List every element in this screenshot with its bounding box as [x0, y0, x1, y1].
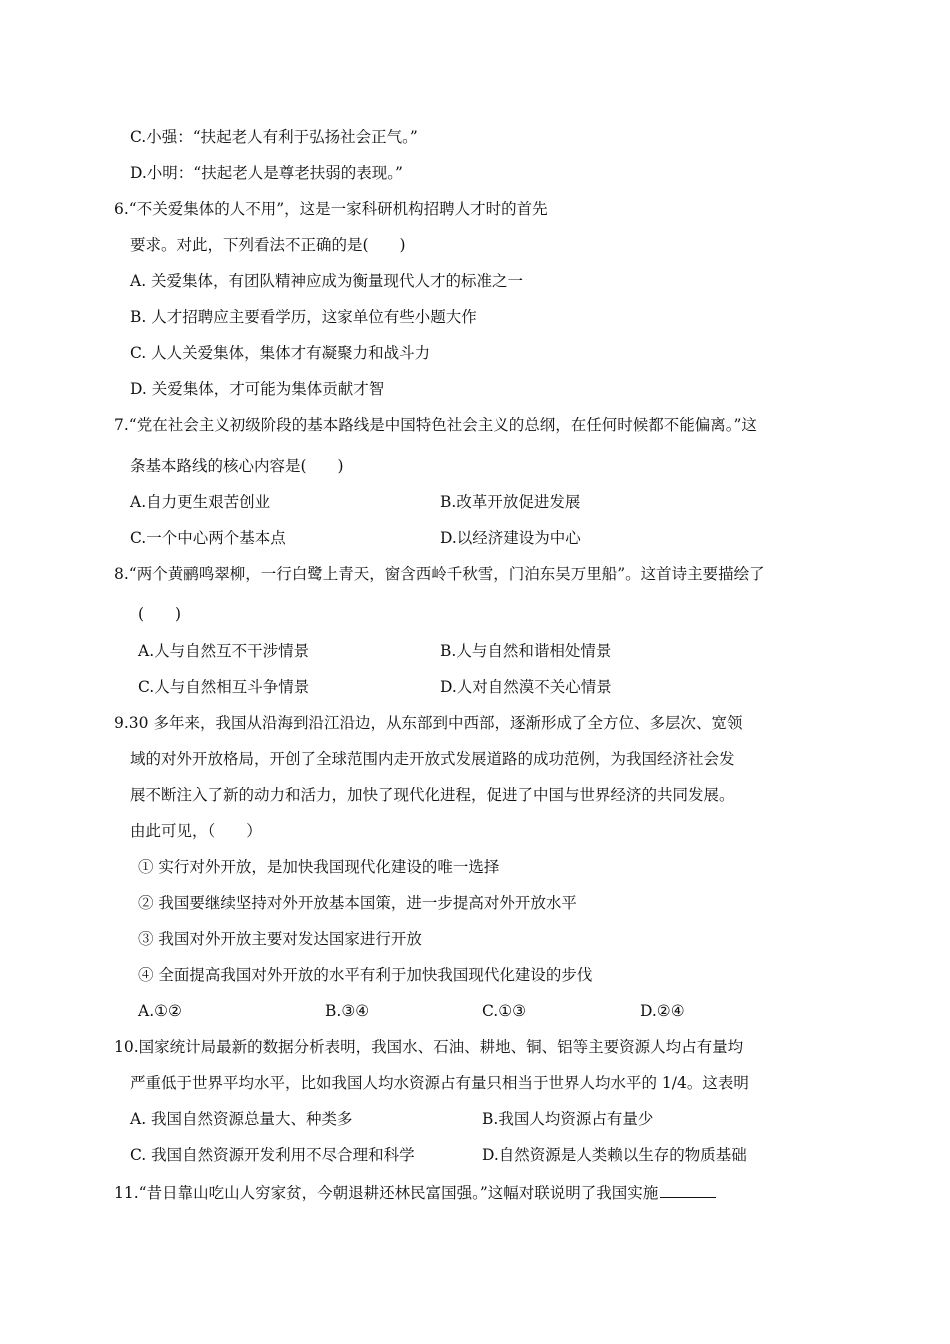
q7-option-d: D.以经济建设为中心 — [440, 529, 581, 547]
q5-option-c: C.小强：“扶起老人有利于弘扬社会正气。” — [130, 128, 418, 146]
q10-stem-line-2: 严重低于世界平均水平，比如我国人均水资源占有量只相当于世界人均水平的 1/4。这表明 — [130, 1074, 749, 1092]
q11-stem-line-1 — [114, 1181, 716, 1203]
q9-item-4: ④ 全面提高我国对外开放的水平有利于加快我国现代化建设的步伐 — [138, 966, 593, 984]
q9-item-3: ③ 我国对外开放主要对发达国家进行开放 — [138, 930, 422, 948]
q6-stem-line-2: 要求。对此，下列看法不正确的是( ) — [130, 236, 406, 254]
q10-stem-line-1: 10.国家统计局最新的数据分析表明，我国水、石油、耕地、铜、铝等主要资源人均占有量均 — [114, 1038, 744, 1056]
q9-stem-line-3: 展不断注入了新的动力和活力，加快了现代化进程，促进了中国与世界经济的共同发展。 — [130, 786, 735, 804]
q8-stem-line-1: 8.“两个黄鹂鸣翠柳，一行白鹭上青天，窗含西岭千秋雪，门泊东吴万里船”。这首诗主要描绘了 — [114, 565, 765, 583]
q9-item-1: ① 实行对外开放，是加快我国现代化建设的唯一选择 — [138, 858, 500, 876]
q11-stem-text: 11.“昔日靠山吃山人穷家贫，今朝退耕还林民富国强。”这幅对联说明了我国实施 — [114, 1184, 659, 1202]
q10-option-c: C. 我国自然资源开发利用不尽合理和科学 — [130, 1146, 415, 1164]
q9-option-a: A.①② — [138, 1002, 182, 1020]
q9-stem-line-2: 域的对外开放格局，开创了全球范围内走开放式发展道路的成功范例，为我国经济社会发 — [130, 750, 735, 768]
q11-answer-blank[interactable] — [660, 1181, 716, 1198]
q8-option-a: A.人与自然互不干涉情景 — [138, 642, 310, 660]
q6-option-c: C. 人人关爱集体，集体才有凝聚力和战斗力 — [130, 344, 431, 362]
q9-option-c: C.①③ — [482, 1002, 527, 1020]
q9-stem-line-4: 由此可见，（ ） — [130, 822, 262, 840]
q8-option-b: B.人与自然和谐相处情景 — [440, 642, 612, 660]
q8-option-d: D.人对自然漠不关心情景 — [440, 678, 612, 696]
q10-option-a: A. 我国自然资源总量大、种类多 — [130, 1110, 353, 1128]
q7-option-b: B.改革开放促进发展 — [440, 493, 581, 511]
q6-option-b: B. 人才招聘应主要看学历，这家单位有些小题大作 — [130, 308, 477, 326]
q6-option-d: D. 关爱集体，才可能为集体贡献才智 — [130, 380, 385, 398]
q6-stem-line-1: 6.“不关爱集体的人不用”，这是一家科研机构招聘人才时的首先 — [114, 200, 548, 218]
q7-stem-line-1: 7.“党在社会主义初级阶段的基本路线是中国特色社会主义的总纲，在任何时候都不能偏离。”这 — [114, 416, 757, 434]
q5-option-d: D.小明：“扶起老人是尊老扶弱的表现。” — [130, 164, 403, 182]
q9-option-d: D.②④ — [640, 1002, 685, 1020]
q7-option-a: A.自力更生艰苦创业 — [130, 493, 271, 511]
q8-option-c: C.人与自然相互斗争情景 — [138, 678, 310, 696]
q9-stem-line-1: 9.30 多年来，我国从沿海到沿江沿边，从东部到中西部，逐渐形成了全方位、多层次、宽领 — [114, 714, 743, 732]
q6-option-a: A. 关爱集体，有团队精神应成为衡量现代人才的标准之一 — [130, 272, 524, 290]
q10-option-d: D.自然资源是人类赖以生存的物质基础 — [482, 1146, 747, 1164]
q7-option-c: C.一个中心两个基本点 — [130, 529, 286, 547]
q8-stem-line-2: ( ) — [138, 605, 182, 623]
q7-stem-line-2: 条基本路线的核心内容是( ) — [130, 457, 344, 475]
q10-option-b: B.我国人均资源占有量少 — [482, 1110, 654, 1128]
q9-option-b: B.③④ — [325, 1002, 370, 1020]
q9-item-2: ② 我国要继续坚持对外开放基本国策，进一步提高对外开放水平 — [138, 894, 577, 912]
